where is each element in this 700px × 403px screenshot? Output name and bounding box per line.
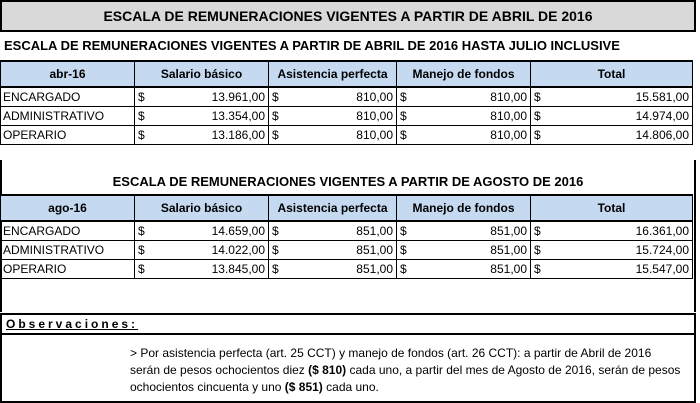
table-row <box>1 87 693 107</box>
cell-manejo <box>397 260 531 279</box>
amount-value: 810,00 <box>490 109 527 123</box>
row-label: ENCARGADO <box>1 221 135 241</box>
amount-value: 851,00 <box>490 224 527 238</box>
currency-symbol: $ <box>138 109 145 123</box>
row-label: ADMINISTRATIVO <box>1 107 135 126</box>
observations-text-part: cada uno, a partir del mes de Agosto de 2016, serán de pesos ochocientos cincuenta y uno <box>130 363 681 394</box>
column-header-salario: Salario básico <box>135 195 269 221</box>
table-section-april <box>0 32 696 159</box>
amount-value: 15.724,00 <box>635 243 689 257</box>
observations-text-part: > Por asistencia perfecta (art. 25 CCT) y manejo de fondos (art. 26 CCT): a partir de Abril de 2016 serán de pesos ochocientos diez <box>130 346 652 377</box>
cell-manejo <box>397 107 531 126</box>
observations-text <box>2 335 694 396</box>
amount-value: 13.186,00 <box>211 128 265 142</box>
currency-symbol: $ <box>400 109 407 123</box>
amount-value: 851,00 <box>490 243 527 257</box>
table-heading-april: ESCALA DE REMUNERACIONES VIGENTES A PARTIR DE ABRIL DE 2016 HASTA JULIO INCLUSIVE <box>4 38 620 53</box>
cell-total <box>531 241 693 260</box>
cell-total <box>531 260 693 279</box>
currency-symbol: $ <box>272 90 279 104</box>
observations-text-part: cada uno. <box>322 380 379 394</box>
column-header-asistencia: Asistencia perfecta <box>269 61 397 87</box>
currency-symbol: $ <box>534 243 541 257</box>
currency-symbol: $ <box>138 243 145 257</box>
currency-symbol: $ <box>400 262 407 276</box>
cell-salario <box>135 241 269 260</box>
currency-symbol: $ <box>272 224 279 238</box>
cell-asistencia <box>269 107 397 126</box>
salary-table-august <box>0 194 693 279</box>
row-label: ADMINISTRATIVO <box>1 241 135 260</box>
table-row <box>1 126 693 145</box>
cell-total <box>531 87 693 107</box>
cell-asistencia <box>269 241 397 260</box>
column-header-asistencia: Asistencia perfecta <box>269 195 397 221</box>
cell-manejo <box>397 87 531 107</box>
cell-total <box>531 221 693 241</box>
observations-title: Observaciones: <box>2 315 694 335</box>
amount-value: 15.581,00 <box>635 90 689 104</box>
currency-symbol: $ <box>400 243 407 257</box>
table-row <box>1 107 693 126</box>
cell-total <box>531 126 693 145</box>
amount-value: 851,00 <box>356 224 393 238</box>
table-header-row <box>1 195 693 221</box>
currency-symbol: $ <box>534 262 541 276</box>
column-header-salario: Salario básico <box>135 61 269 87</box>
observations-amount: ($ 810) <box>308 363 347 377</box>
cell-salario <box>135 221 269 241</box>
amount-value: 15.547,00 <box>635 262 689 276</box>
amount-value: 13.354,00 <box>211 109 265 123</box>
currency-symbol: $ <box>534 224 541 238</box>
currency-symbol: $ <box>138 90 145 104</box>
cell-salario <box>135 107 269 126</box>
column-header-total: Total <box>531 195 693 221</box>
currency-symbol: $ <box>272 109 279 123</box>
cell-manejo <box>397 221 531 241</box>
currency-symbol: $ <box>400 90 407 104</box>
amount-value: 810,00 <box>490 128 527 142</box>
amount-value: 14.974,00 <box>635 109 689 123</box>
column-header-period: abr-16 <box>1 61 135 87</box>
table-row <box>1 221 693 241</box>
table-row <box>1 260 693 279</box>
cell-asistencia <box>269 87 397 107</box>
column-header-period: ago-16 <box>1 195 135 221</box>
currency-symbol: $ <box>138 262 145 276</box>
amount-value: 13.845,00 <box>211 262 265 276</box>
amount-value: 810,00 <box>356 90 393 104</box>
observations-amount: ($ 851) <box>284 380 323 394</box>
table-row <box>1 241 693 260</box>
cell-manejo <box>397 241 531 260</box>
row-label: ENCARGADO <box>1 87 135 107</box>
amount-value: 810,00 <box>490 90 527 104</box>
row-label: OPERARIO <box>1 260 135 279</box>
table-header-row <box>1 61 693 87</box>
amount-value: 14.022,00 <box>211 243 265 257</box>
amount-value: 851,00 <box>356 262 393 276</box>
currency-symbol: $ <box>400 224 407 238</box>
amount-value: 13.961,00 <box>211 90 265 104</box>
currency-symbol: $ <box>272 128 279 142</box>
currency-symbol: $ <box>272 262 279 276</box>
cell-salario <box>135 87 269 107</box>
table-section-august <box>0 160 696 312</box>
observations-box <box>0 313 696 403</box>
currency-symbol: $ <box>534 109 541 123</box>
currency-symbol: $ <box>272 243 279 257</box>
amount-value: 851,00 <box>356 243 393 257</box>
salary-table-april <box>0 60 693 145</box>
table-heading-august: ESCALA DE REMUNERACIONES VIGENTES A PARTIR DE AGOSTO DE 2016 <box>112 174 584 189</box>
amount-value: 810,00 <box>356 109 393 123</box>
cell-salario <box>135 260 269 279</box>
cell-asistencia <box>269 126 397 145</box>
amount-value: 14.806,00 <box>635 128 689 142</box>
amount-value: 810,00 <box>356 128 393 142</box>
currency-symbol: $ <box>534 90 541 104</box>
cell-salario <box>135 126 269 145</box>
cell-asistencia <box>269 260 397 279</box>
cell-manejo <box>397 126 531 145</box>
column-header-manejo: Manejo de fondos <box>397 61 531 87</box>
main-title: ESCALA DE REMUNERACIONES VIGENTES A PARTIR DE ABRIL DE 2016 <box>0 0 696 32</box>
column-header-total: Total <box>531 61 693 87</box>
cell-total <box>531 107 693 126</box>
amount-value: 851,00 <box>490 262 527 276</box>
amount-value: 16.361,00 <box>635 224 689 238</box>
cell-asistencia <box>269 221 397 241</box>
column-header-manejo: Manejo de fondos <box>397 195 531 221</box>
amount-value: 14.659,00 <box>211 224 265 238</box>
currency-symbol: $ <box>400 128 407 142</box>
currency-symbol: $ <box>534 128 541 142</box>
currency-symbol: $ <box>138 224 145 238</box>
row-label: OPERARIO <box>1 126 135 145</box>
currency-symbol: $ <box>138 128 145 142</box>
